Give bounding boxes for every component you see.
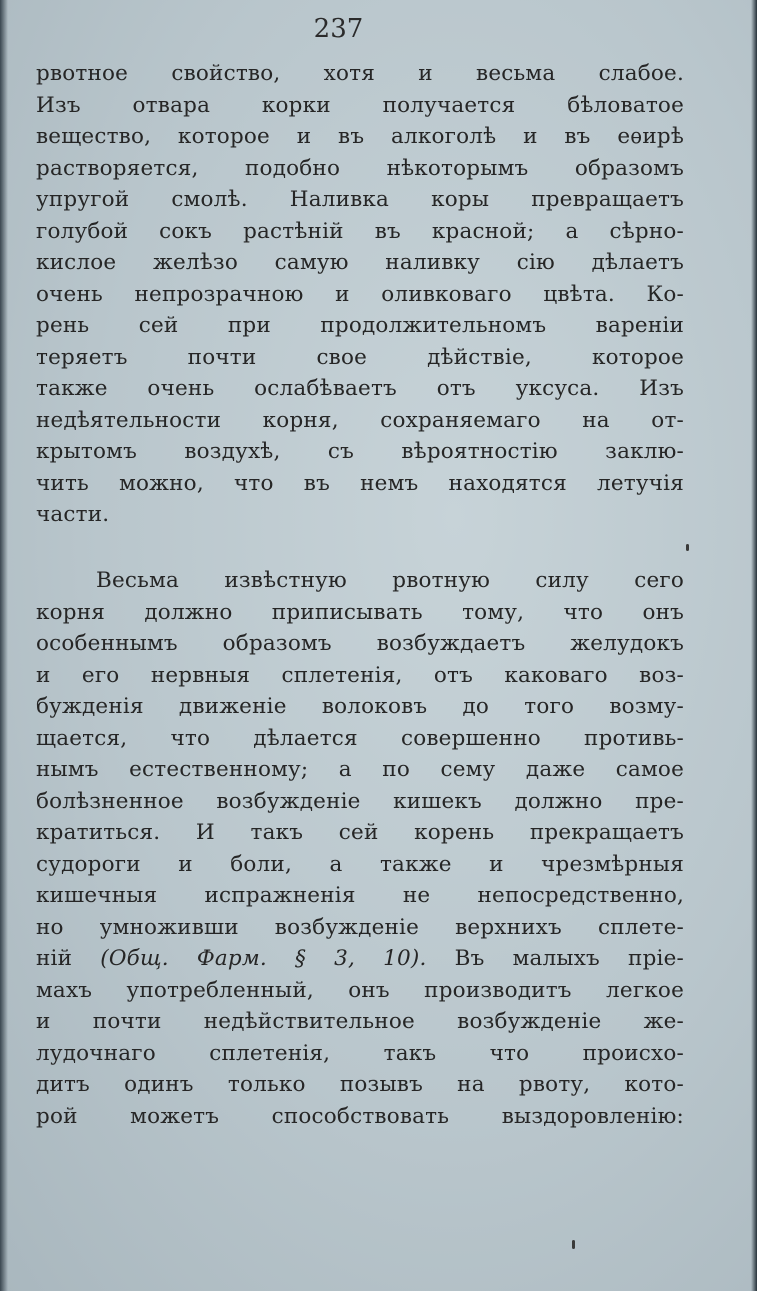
text-line: чить можно, что въ немъ находятся летучія: [36, 470, 684, 496]
text-line: упругой смолѣ. Наливка коры превращаетъ: [36, 187, 684, 212]
text-line: растворяется, подобно нѣкоторымъ образомъ: [36, 155, 684, 181]
text-line: судороги и боли, а также и чрезмѣрныя: [36, 851, 684, 877]
text-line: дитъ одинъ только позывъ на рвоту, кото-: [36, 1072, 684, 1097]
text-line: крытомъ воздухѣ, съ вѣроятностію заклю-: [36, 439, 684, 464]
text-line: лудочнаго сплетенія, такъ что происхо-: [36, 1040, 684, 1066]
text-segment: Въ малыхъ пріе-: [426, 946, 684, 971]
ink-speck: [572, 1240, 575, 1249]
text-line: кислое желѣзо самую наливку сію дѣлаетъ: [36, 250, 684, 275]
text-line: вещество, которое и въ алкоголѣ и въ еѳирѣ: [36, 124, 684, 149]
text-line: также очень ослабѣваетъ отъ уксуса. Изъ: [36, 376, 684, 401]
page-right-edge: [751, 0, 757, 1291]
text-line: рой можетъ способствовать выздоровленію:: [36, 1103, 684, 1129]
text-line: голубой сокъ растѣній въ красной; а сѣрно-: [36, 218, 684, 244]
ink-speck: [686, 544, 689, 551]
text-line: болѣзненное возбужденіе кишекъ должно пре-: [36, 788, 684, 814]
text-line: бужденія движеніе волоковъ до того возму-: [36, 694, 684, 719]
text-line: недѣятельности корня, сохраняемаго на от-: [36, 407, 684, 433]
text-line: рень сей при продолжительномъ вареніи: [36, 313, 684, 338]
text-line: особеннымъ образомъ возбуждаетъ желудокъ: [36, 631, 684, 656]
text-line: кратиться. И такъ сей корень прекращаетъ: [36, 820, 684, 845]
paragraph-1: [36, 58, 684, 531]
text-line: Весьма извѣстную рвотную силу сего: [96, 568, 684, 593]
text-line: кишечныя испражненія не непосредственно,: [36, 883, 684, 908]
text-line: очень непрозрачною и оливковаго цвѣта. Ко-: [36, 281, 684, 307]
page-left-edge: [0, 0, 8, 1291]
text-line: рвотное свойство, хотя и весьма слабое.: [36, 61, 684, 86]
text-segment: ній: [36, 946, 101, 971]
text-line: теряетъ почти свое дѣйствіе, которое: [36, 344, 684, 370]
paragraph-2: [36, 565, 684, 1132]
text-line: нымъ естественному; а по сему даже самое: [36, 757, 684, 782]
citation-reference: (Общ. Фарм. § 3, 10).: [100, 946, 427, 971]
text-line-with-reference: [36, 943, 684, 975]
text-line: Изъ отвара корки получается бѣловатое: [36, 92, 684, 118]
text-line: и почти недѣйствительное возбужденіе же-: [36, 1009, 684, 1034]
page-number: 237: [313, 14, 364, 44]
text-line: махъ употребленный, онъ производитъ легкое: [36, 977, 684, 1003]
text-line: щается, что дѣлается совершенно противь-: [36, 725, 684, 751]
text-line: корня должно приписывать тому, что онъ: [36, 599, 684, 625]
text-line: части.: [36, 502, 110, 527]
text-line: но умноживши возбужденіе верхнихъ сплете-: [36, 914, 684, 940]
text-line: и его нервныя сплетенія, отъ каковаго воз-: [36, 662, 684, 688]
